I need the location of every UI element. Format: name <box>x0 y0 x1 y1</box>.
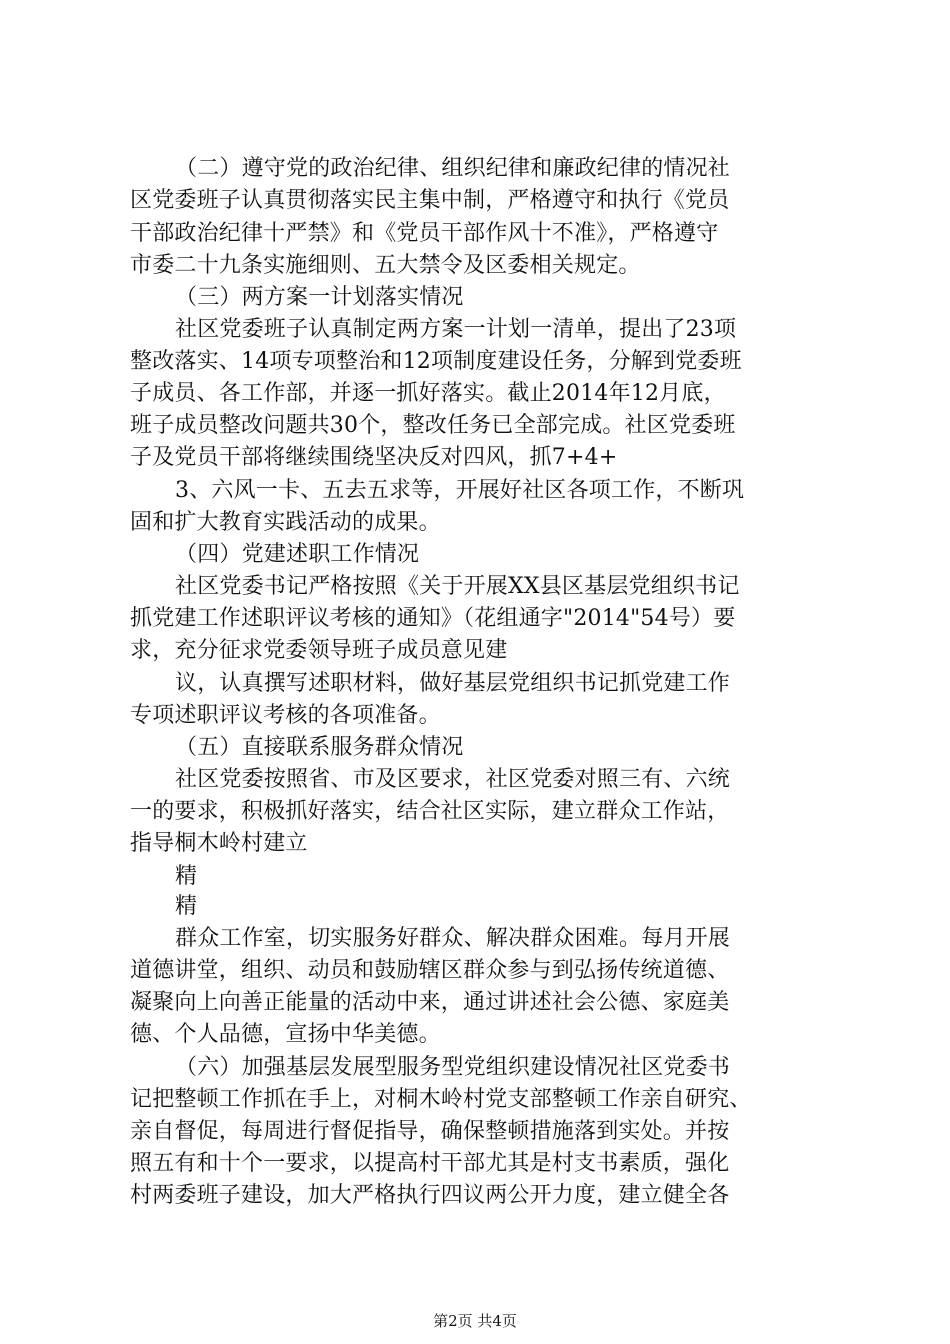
text-line: 社区党委班子认真制定两方案一计划一清单，提出了23项 <box>175 317 737 342</box>
text-line: 社区党委按照省、市及区要求，社区党委对照三有、六统 <box>175 767 731 792</box>
text-line: （六）加强基层发展型服务型党组织建设情况社区党委书 <box>175 1055 731 1080</box>
text-line: 固和扩大教育实践活动的成果。 <box>130 510 441 535</box>
text-line: 群众工作室，切实服务好群众、解决群众困难。每月开展 <box>175 926 731 951</box>
text-line: 村两委班子建设，加大严格执行四议两公开力度，建立健全各 <box>130 1183 730 1208</box>
text-line: 班子成员整改问题共30个，整改任务已全部完成。社区党委班 <box>130 413 736 438</box>
text-line: 市委二十九条实施细则、五大禁令及区委相关规定。 <box>130 253 641 278</box>
text-line: 3、六风一卡、五去五求等，开展好社区各项工作，不断巩 <box>175 478 745 503</box>
text-line: 抓党建工作述职评议考核的通知》（花组通字"2014"54号）要 <box>130 606 736 631</box>
text-line: 记把整顿工作抓在手上，对桐木岭村党支部整顿工作亲自研究、 <box>130 1087 752 1112</box>
text-line: （三）两方案一计划落实情况 <box>175 285 464 310</box>
text-line: 德、个人品德，宣扬中华美德。 <box>130 1022 441 1047</box>
text-line: 亲自督促，每周进行督促指导，确保整顿措施落到实处。并按 <box>130 1119 730 1144</box>
text-line: 社区党委书记严格按照《关于开展XX县区基层党组织书记 <box>175 574 740 599</box>
text-line: 区党委班子认真贯彻落实民主集中制，严格遵守和执行《党员 <box>130 188 730 213</box>
text-line: 求，充分征求党委领导班子成员意见建 <box>130 638 508 663</box>
text-line: 整改落实、14项专项整治和12项制度建设任务，分解到党委班 <box>130 349 742 374</box>
text-line: 凝聚向上向善正能量的活动中来，通过讲述社会公德、家庭美 <box>130 990 730 1015</box>
text-line: 精 <box>175 864 198 889</box>
text-line: （五）直接联系服务群众情况 <box>175 735 464 760</box>
text-line: 一的要求，积极抓好落实，结合社区实际，建立群众工作站， <box>130 799 730 824</box>
text-line: （四）党建述职工作情况 <box>175 542 420 567</box>
text-line: 子成员、各工作部，并逐一抓好落实。截止2014年12月底， <box>130 381 726 406</box>
page-footer: 第2页 共4页 <box>433 1312 517 1330</box>
text-line: 指导桐木岭村建立 <box>130 831 308 856</box>
text-line: 议，认真撰写述职材料，做好基层党组织书记抓党建工作 <box>175 671 731 696</box>
text-line: 道德讲堂，组织、动员和鼓励辖区群众参与到弘扬传统道德、 <box>130 958 730 983</box>
text-line: 子及党员干部将继续围绕坚决反对四风，抓7+4+ <box>130 445 618 470</box>
text-line: 专项述职评议考核的各项准备。 <box>130 703 441 728</box>
text-line: 照五有和十个一要求，以提高村干部尤其是村支书素质，强化 <box>130 1151 730 1176</box>
text-line: 干部政治纪律十严禁》和《党员干部作风十不准》，严格遵守 <box>130 221 719 246</box>
text-line: 精 <box>175 894 198 919</box>
text-line: （二）遵守党的政治纪律、组织纪律和廉政纪律的情况社 <box>175 156 731 181</box>
